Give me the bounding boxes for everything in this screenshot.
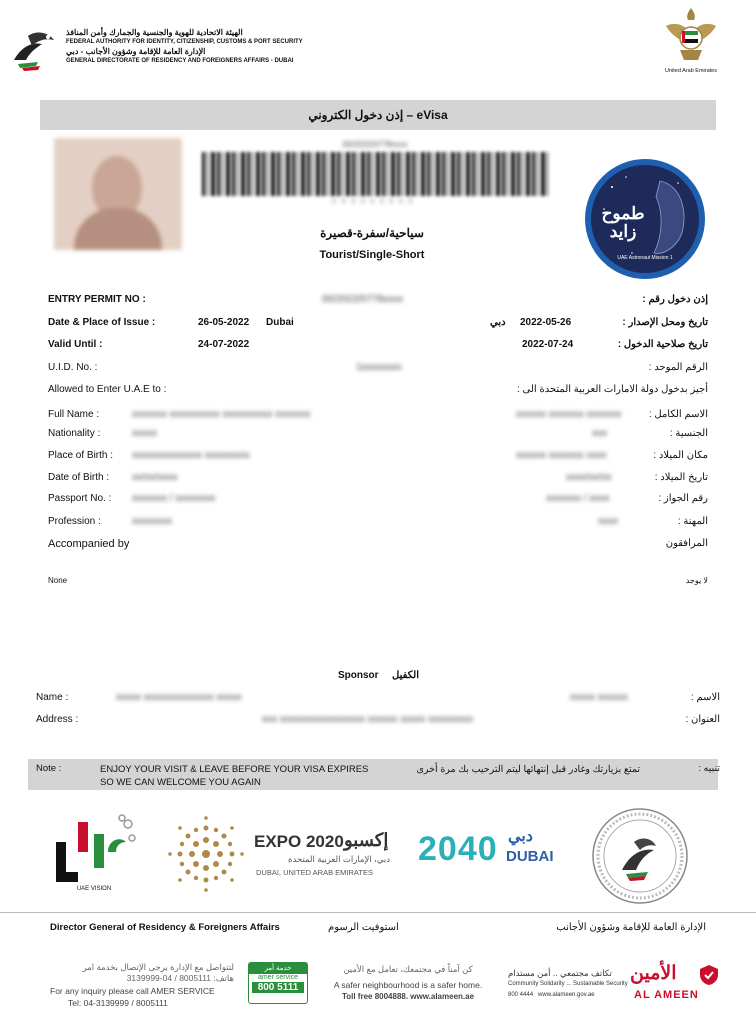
alameen-message-en: A safer neighbourhood is a safer home.	[333, 980, 483, 990]
profession-label-ar: المهنة :	[677, 516, 708, 527]
valid-until-date: 24-07-2022	[198, 339, 250, 350]
badge-text-ar: طموح زايد	[601, 204, 645, 241]
nationality-label: Nationality :	[48, 428, 101, 439]
amer-contact-en-1: For any inquiry please call AMER SERVICE	[50, 986, 215, 996]
date-of-birth-value-ar: xxxx/xx/xx	[566, 472, 612, 483]
alameen-tollfree: Toll free 8004888. www.alameen.ae	[341, 992, 475, 1001]
entry-permit-label: ENTRY PERMIT NO :	[48, 294, 146, 305]
sponsor-name-value-ar: xxxxx xxxxxx	[570, 692, 628, 703]
place-of-birth-label: Place of Birth :	[48, 450, 114, 461]
full-name-value: xxxxxxx xxxxxxxxxx xxxxxxxxxx xxxxxxx	[132, 409, 311, 420]
sponsor-heading: Sponsor	[338, 670, 379, 681]
passport-value-ar: xxxxxxx / xxxx	[546, 493, 610, 504]
alameen-logo-ar: الأمين	[630, 963, 677, 984]
visa-type-ar: سياحية/سفرة-قصيرة	[320, 226, 424, 240]
directorate-name-en: GENERAL DIRECTORATE OF RESIDENCY AND FOREIGNERS AFFAIRS - DUBAI	[66, 58, 294, 64]
note-text-ar: تمتع بزيارتك وغادر قبل إنتهائها ليتم الترحيب بك مرة أخرى	[416, 764, 640, 775]
dubai-2040-logo	[418, 826, 558, 876]
amer-contact-ar-2: هاتف: 8005111 / 04-3139999	[126, 973, 234, 983]
alameen-shield-icon	[698, 964, 720, 986]
expo-subtitle-ar: دبي، الإمارات العربية المتحدة	[288, 854, 390, 864]
signature-title-en: Director General of Residency & Foreigners Affairs	[50, 922, 280, 933]
sponsor-heading-ar: الكفيل	[392, 670, 419, 681]
note-label-ar: تنبيه :	[698, 763, 720, 774]
accompanied-label-ar: المرافقون	[665, 538, 708, 549]
authority-name-block	[66, 28, 306, 64]
sponsor-address-value: xxx xxxxxxxxxxxxxxxxx xxxxxx xxxxx xxxxxxxxx	[262, 714, 474, 725]
full-name-label-ar: الاسم الكامل :	[648, 409, 708, 420]
amer-badge-mid: amer service	[257, 974, 299, 981]
sponsor-name-value: xxxxx xxxxxxxxxxxxxx xxxxx	[116, 692, 242, 703]
nationality-label-ar: الجنسية :	[669, 428, 708, 439]
passport-label: Passport No. :	[48, 493, 112, 504]
valid-until-date-ar: 2022-07-24	[522, 339, 574, 350]
valid-until-label: Valid Until :	[48, 339, 103, 350]
amer-badge-top: خدمة أمر	[249, 963, 307, 974]
fees-paid-stamp: استوفيت الرسوم	[328, 922, 399, 933]
note-text: ENJOY YOUR VISIT & LEAVE BEFORE YOUR VISA EXPIRES SO WE CAN WELCOME YOU AGAIN	[100, 764, 369, 788]
place-of-birth-value-ar: xxxxxx xxxxxxx xxxx	[516, 450, 607, 461]
alameen-slogan-en: Community Solidarity ... Sustainable Security	[508, 981, 628, 987]
profession-label: Profession :	[48, 516, 101, 527]
alameen-contact: 800 4444 www.alameen.gov.ae	[508, 992, 595, 998]
amer-service-badge	[248, 962, 308, 1004]
amer-contact-en-2: Tel: 04-3139999 / 8005111	[68, 998, 168, 1008]
dubai-2040-ar: دبي	[508, 828, 533, 845]
authority-name-en: FEDERAL AUTHORITY FOR IDENTITY, CITIZENSHIP, CUSTOMS & PORT SECURITY	[66, 39, 303, 45]
nationality-value-ar: xxx	[592, 428, 607, 439]
uid-label-ar: الرقم الموحد :	[648, 362, 708, 373]
alameen-slogan-ar: تكاتف مجتمعي .. أمن مستدام	[508, 968, 612, 978]
accompanied-value-ar: لا يوجد	[685, 576, 708, 585]
authority-name-ar: الهيئة الاتحادية للهوية والجنسية والجمارك وأمن المنافذ	[66, 28, 243, 37]
amer-badge-number: 800 5111	[252, 982, 304, 993]
alameen-logo	[630, 962, 726, 1010]
valid-until-label-ar: تاريخ صلاحية الدخول :	[617, 339, 708, 350]
sponsor-name-label-ar: الاسم :	[690, 692, 720, 703]
place-of-birth-label-ar: مكان الميلاد :	[653, 450, 708, 461]
profession-value: xxxxxxxx	[132, 516, 172, 527]
passport-label-ar: رقم الجواز :	[658, 493, 708, 504]
allowed-label: Allowed to Enter U.A.E to :	[48, 384, 167, 395]
nationality-value: xxxxx	[132, 428, 157, 439]
sponsor-address-label-ar: العنوان :	[685, 714, 720, 725]
uid-label: U.I.D. No. :	[48, 362, 98, 373]
full-name-label: Full Name :	[48, 409, 100, 420]
issue-place: Dubai	[266, 317, 294, 328]
note-label: Note :	[36, 763, 62, 774]
dubai-2040-number: 2040	[418, 830, 498, 868]
entry-permit-value: 00/2022/0778xxxx	[322, 294, 404, 305]
evisa-title: إذن دخول الكتروني – eVisa	[308, 108, 448, 122]
date-of-birth-label-ar: تاريخ الميلاد :	[654, 472, 708, 483]
entry-permit-label-ar: إذن دخول رقم :	[642, 294, 708, 305]
date-of-birth-label: Date of Birth :	[48, 472, 110, 483]
passport-value: xxxxxxx / xxxxxxxx	[132, 493, 216, 504]
expo-2020-logo	[166, 814, 394, 896]
permit-barcode	[202, 152, 548, 196]
expo-title-en: EXPO 2020	[254, 832, 344, 851]
expo-title-ar: إكسبو	[344, 830, 389, 850]
emblem-caption: United Arab Emirates	[665, 68, 717, 74]
uae-vision-caption: UAE VISION	[76, 886, 112, 892]
profession-value-ar: xxxx	[598, 516, 618, 527]
dubai-2040-en: DUBAI	[506, 848, 554, 865]
signature-divider	[0, 912, 756, 913]
signature-title-ar: الإدارة العامة للإقامة وشؤون الأجانب	[556, 922, 706, 933]
gdrfa-seal	[590, 806, 690, 906]
uae-vision-logo	[48, 812, 140, 898]
expo-subtitle-en: DUBAI, UNITED ARAB EMIRATES	[256, 868, 373, 877]
directorate-name-ar: الإدارة العامة للإقامة وشؤون الأجانب - دبي	[66, 47, 206, 56]
uid-value: 1xxxxxxxx	[356, 362, 402, 373]
place-of-birth-value: xxxxxxxxxxxxxx xxxxxxxxx	[132, 450, 250, 461]
alameen-logo-en: AL AMEEN	[634, 989, 699, 1001]
issue-date-ar: 2022-05-26	[520, 317, 572, 328]
sponsor-address-label: Address :	[36, 714, 79, 725]
sponsor-name-label: Name :	[36, 692, 69, 703]
visa-type-en: Tourist/Single-Short	[319, 249, 425, 261]
issue-date: 26-05-2022	[198, 317, 250, 328]
uae-emblem	[658, 4, 724, 78]
badge-caption: UAE Astronaut Mission 1	[617, 255, 673, 261]
barcode-digits: 1xxxxxxxx	[332, 198, 418, 205]
allowed-label-ar: أجيز بدخول دولة الامارات العربية المتحدة الى :	[516, 384, 708, 395]
issue-place-ar: دبي	[490, 317, 506, 328]
date-of-birth-value: xx/xx/xxxx	[132, 472, 178, 483]
astronaut-mission-badge	[582, 157, 708, 281]
alameen-message-ar: كن آمناً في مجتمعك، تعامل مع الأمين	[343, 964, 473, 974]
accompanied-label: Accompanied by	[48, 538, 130, 550]
accompanied-value: None	[48, 576, 68, 585]
full-name-value-ar: xxxxxx xxxxxxx xxxxxxx	[516, 409, 622, 420]
permit-barcode-number: 00/2022/0778xxxx	[342, 140, 408, 149]
amer-contact-ar-1: لتتواصل مع الإدارة يرجى الإتصال بخدمة امر	[82, 962, 234, 972]
authority-logo	[8, 22, 60, 74]
issue-label: Date & Place of Issue :	[48, 317, 156, 328]
issue-label-ar: تاريخ ومحل الإصدار :	[622, 317, 708, 328]
applicant-photo	[54, 138, 182, 250]
